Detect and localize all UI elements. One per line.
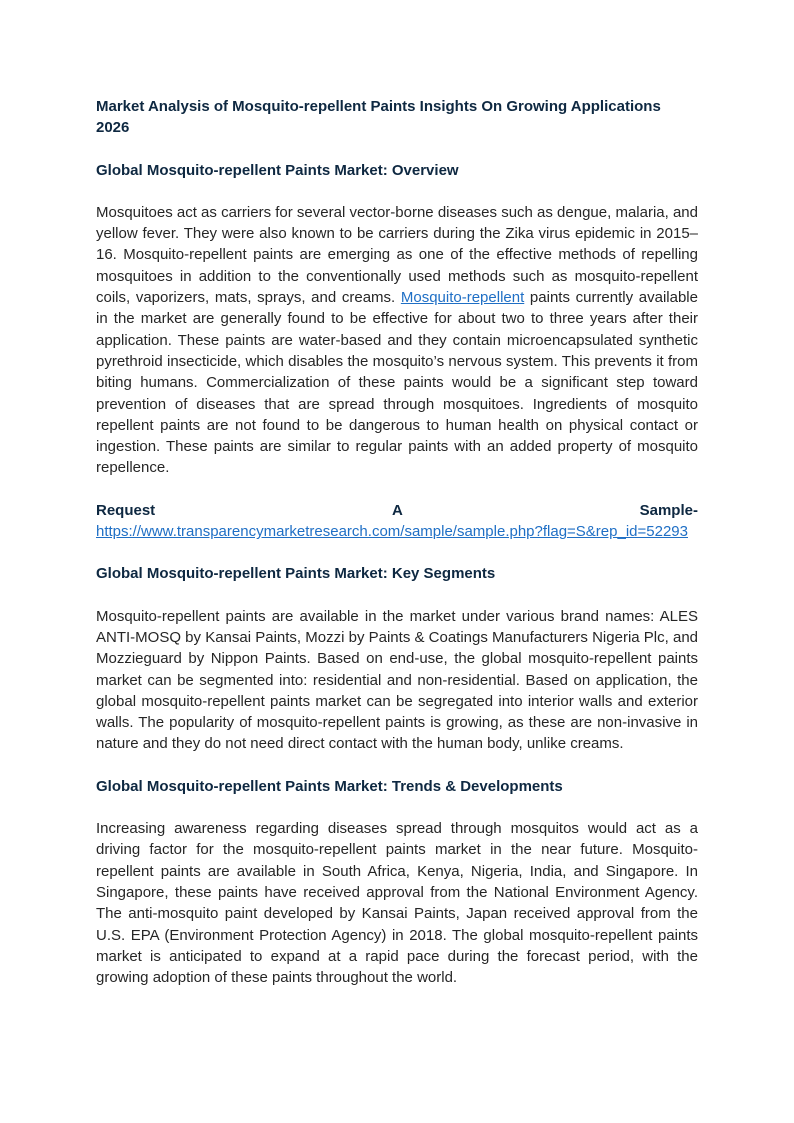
trends-heading: Global Mosquito-repellent Paints Market: Trends & Developments — [96, 777, 563, 795]
trends-paragraph: Increasing awareness regarding diseases spread through mosquitos would act as a driving factor for the mosquito-repellent paints market in the near future. Mosquito-repellent paints are available in South Africa, Kenya, Nigeria, India, and Singapore. In Singapore, these paints have received approval from the National Environment Agency. The anti-mosquito paint developed by Kansai Paints, Japan received approval from the U.S. EPA (Environment Protection Agency) in 2018. The global mosquito-repellent paints market is anticipated to expand at a rapid pace during the forecast period, with the growing adoption of these paints throughout the world. — [96, 820, 698, 987]
overview-paragraph — [96, 202, 698, 479]
document-title: Market Analysis of Mosquito-repellent Paints Insights On Growing Applications 2026 — [96, 98, 661, 137]
overview-heading: Global Mosquito-repellent Paints Market: Overview — [96, 161, 459, 179]
overview-text-after-link: paints currently available in the market are generally found to be effective for about two to three years after their application. These paints are water-based and they contain microencapsulated synthetic pyrethroid insecticide, which disables the mosquito’s nervous system. This prevents it from biting humans. Commercialization of these paints would be a significant step toward prevention of diseases that are spread through mosquitoes. Ingredients of mosquito repellent paints are not found to be dangerous to human health on physical contact or ingestion. These paints are similar to regular paints with an added property of mosquito repellence. — [96, 289, 698, 477]
request-sample-label — [96, 500, 698, 521]
mosquito-repellent-link[interactable]: Mosquito-repellent — [400, 289, 525, 307]
key-segments-heading: Global Mosquito-repellent Paints Market: Key Segments — [96, 565, 496, 583]
request-sample-link[interactable]: https://www.transparencymarketresearch.com/sample/sample.php?flag=S&rep_id=52293 — [96, 523, 688, 541]
overview-text-before-link: Mosquitoes act as carriers for several vector-borne diseases such as dengue, malaria, and yellow fever. They were also known to be carriers during the Zika virus epidemic in 2015–16. Mosquito-repellent paints are emerging as one of the effective methods of repelling mosquitoes in addition to the conventionally used methods such as mosquito-repellent coils, vaporizers, mats, sprays, and creams. — [96, 203, 698, 307]
sample-word: Sample- — [639, 501, 698, 519]
a-word: A — [391, 501, 403, 519]
key-segments-paragraph: Mosquito-repellent paints are available in the market under various brand names: ALES ANTI-MOSQ by Kansai Paints, Mozzi by Paints & Coatings Manufacturers Nigeria Plc, and Mozzieguard by Nippon Paints. Based on end-use, the global mosquito-repellent paints market can be segmented into: residential and non-residential. Based on application, the global mosquito-repellent paints market can be segregated into interior walls and exterior walls. The popularity of mosquito-repellent paints is growing, as these are non-invasive in nature and they do not need direct contact with the human body, unlike creams. — [96, 607, 698, 753]
request-sample-block — [96, 500, 698, 543]
request-word: Request — [96, 501, 156, 519]
document-page — [96, 96, 698, 1009]
